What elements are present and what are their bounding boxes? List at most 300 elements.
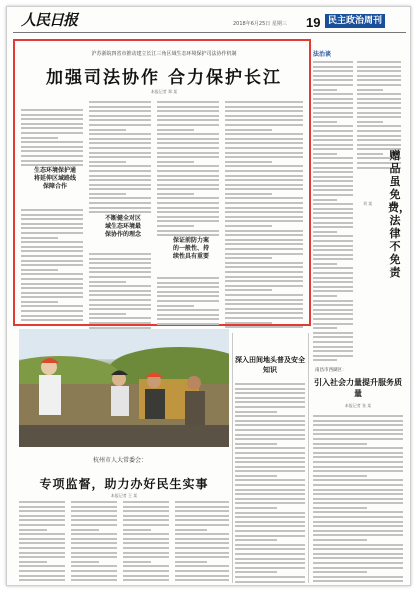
- text-line: [71, 524, 117, 526]
- side-column[interactable]: [313, 41, 410, 361]
- text-line: [19, 515, 65, 517]
- text-line: [313, 313, 353, 315]
- text-line: [313, 498, 403, 500]
- text-line: [19, 570, 65, 572]
- text-line: [157, 124, 219, 126]
- text-line: [89, 101, 151, 103]
- text-line: [123, 547, 169, 549]
- text-line: [357, 116, 401, 118]
- date-line: 2018年6月25日 星期三: [233, 21, 287, 27]
- text-line: [313, 332, 353, 334]
- text-line: [157, 305, 194, 307]
- text-line: [21, 305, 83, 307]
- text-line: [357, 66, 401, 68]
- text-line: [235, 411, 277, 413]
- text-line: [157, 230, 219, 232]
- text-line: [313, 562, 403, 564]
- text-line: [19, 552, 65, 554]
- text-line: [89, 106, 151, 108]
- text-line: [21, 137, 58, 139]
- text-line: [71, 561, 99, 563]
- text-line: [157, 179, 219, 181]
- text-line: [313, 548, 403, 550]
- text-line: [175, 547, 229, 549]
- text-line: [71, 556, 117, 558]
- text-line: [225, 220, 303, 222]
- text-line: [175, 561, 207, 563]
- text-line: [313, 580, 403, 582]
- text-line: [123, 533, 169, 535]
- text-line: [357, 79, 401, 81]
- text-line: [235, 461, 305, 463]
- text-line: [225, 289, 272, 291]
- text-line: [313, 281, 353, 283]
- text-line: [157, 138, 219, 140]
- text-line: [313, 272, 353, 274]
- text-line: [235, 406, 305, 408]
- text-line: [19, 501, 65, 503]
- text-line: [225, 175, 303, 177]
- text-line: [313, 424, 403, 426]
- text-line: [157, 193, 194, 195]
- text-line: [175, 542, 229, 544]
- text-line: [235, 502, 305, 504]
- text-line: [225, 129, 272, 131]
- text-line: [21, 278, 83, 280]
- text-line: [123, 515, 169, 517]
- text-line: [21, 109, 83, 111]
- text-line: [157, 188, 219, 190]
- text-line: [225, 202, 303, 204]
- text-line: [21, 132, 83, 134]
- text-line: [313, 135, 353, 137]
- text-line: [225, 317, 303, 319]
- lead-title: 加强司法协作 合力保护长江: [46, 68, 282, 88]
- text-line: [89, 207, 151, 209]
- text-line: [19, 565, 65, 567]
- text-line: [225, 253, 303, 255]
- text-line: [313, 167, 353, 169]
- text-line: [123, 501, 169, 503]
- text-line: [313, 277, 353, 279]
- text-line: [313, 139, 353, 141]
- text-line: [235, 581, 305, 583]
- text-line: [235, 562, 305, 564]
- text-line: [21, 141, 83, 143]
- column-divider: [232, 333, 233, 583]
- text-line: [313, 475, 367, 477]
- text-line: [357, 135, 401, 137]
- text-line: [21, 255, 83, 257]
- text-line: [225, 188, 303, 190]
- text-line: [313, 525, 403, 527]
- text-line: [313, 258, 353, 260]
- text-line: [235, 424, 305, 426]
- text-line: [89, 193, 126, 195]
- text-line: [235, 489, 305, 491]
- section-tag: 民主政治周刊: [325, 14, 385, 28]
- side-author: 刘 某: [363, 201, 373, 206]
- text-line: [175, 506, 229, 508]
- text-line: [313, 493, 403, 495]
- text-line: [313, 157, 353, 159]
- text-line: [235, 397, 305, 399]
- text-line: [225, 161, 272, 163]
- text-line: [313, 438, 403, 440]
- text-line: [313, 148, 353, 150]
- text-line: [235, 383, 305, 385]
- text-line: [19, 506, 65, 508]
- text-line: [21, 237, 58, 239]
- text-line: [225, 207, 303, 209]
- text-line: [89, 285, 151, 287]
- text-line: [89, 119, 151, 121]
- text-line: [357, 144, 401, 146]
- text-line: [225, 294, 303, 296]
- text-line: [235, 498, 305, 500]
- lead-kicker: 沪苏浙皖四省市推动建立长江三角区域生态环境保护司法协作机制: [91, 51, 237, 57]
- photo-illustration: [19, 329, 229, 447]
- text-line: [313, 75, 353, 77]
- text-line: [357, 102, 401, 104]
- text-line: [225, 243, 303, 245]
- masthead: [7, 7, 411, 33]
- text-line: [235, 576, 305, 578]
- text-line: [235, 438, 305, 440]
- text-line: [157, 211, 219, 213]
- text-line: [235, 512, 305, 514]
- text-line: [21, 232, 83, 234]
- text-line: [313, 507, 367, 509]
- text-line: [225, 230, 303, 232]
- text-line: [357, 89, 383, 91]
- text-line: [71, 510, 117, 512]
- text-line: [225, 170, 303, 172]
- text-line: [19, 529, 47, 531]
- text-line: [71, 565, 117, 567]
- text-line: [313, 447, 403, 449]
- text-line: [313, 415, 403, 417]
- text-line: [21, 127, 83, 129]
- text-line: [357, 153, 383, 155]
- text-column: [225, 101, 303, 331]
- text-line: [157, 101, 219, 103]
- text-line: [71, 515, 117, 517]
- text-line: [313, 249, 353, 251]
- text-line: [235, 401, 305, 403]
- lead-subhead-3: 保证前防力案的一般性、持续性具有重要: [172, 237, 209, 260]
- text-line: [89, 129, 126, 131]
- text-line: [157, 220, 219, 222]
- text-line: [175, 575, 229, 577]
- text-line: [313, 254, 353, 256]
- text-line: [313, 553, 403, 555]
- text-line: [157, 115, 219, 117]
- text-line: [313, 107, 353, 109]
- text-line: [175, 556, 229, 558]
- text-line: [313, 66, 353, 68]
- text-line: [89, 188, 151, 190]
- text-column: [89, 253, 151, 331]
- text-line: [89, 124, 151, 126]
- text-line: [157, 323, 219, 325]
- text-line: [313, 162, 353, 164]
- text-line: [19, 524, 65, 526]
- text-line: [235, 521, 305, 523]
- text-line: [357, 75, 401, 77]
- text-line: [225, 133, 303, 135]
- text-line: [89, 281, 126, 283]
- text-line: [313, 116, 353, 118]
- text-line: [19, 579, 65, 581]
- text-line: [313, 420, 403, 422]
- text-line: [235, 553, 305, 555]
- text-line: [235, 535, 305, 537]
- text-column: [157, 101, 219, 239]
- lead-article-highlight[interactable]: [13, 39, 311, 326]
- text-line: [357, 107, 401, 109]
- text-line: [235, 567, 305, 569]
- text-line: [235, 420, 305, 422]
- text-line: [313, 125, 353, 127]
- text-line: [225, 285, 303, 287]
- text-line: [21, 250, 83, 252]
- text-line: [157, 282, 219, 284]
- text-line: [19, 538, 65, 540]
- text-line: [157, 197, 219, 199]
- text-line: [21, 301, 58, 303]
- text-line: [313, 489, 403, 491]
- text-line: [175, 579, 229, 581]
- text-line: [123, 542, 169, 544]
- masthead-rule: [13, 32, 406, 33]
- side-label: 法治谈: [313, 51, 332, 58]
- text-column: [313, 61, 353, 171]
- text-line: [157, 175, 219, 177]
- text-line: [225, 266, 303, 268]
- text-line: [157, 110, 219, 112]
- text-line: [235, 434, 305, 436]
- text-line: [157, 184, 219, 186]
- newspaper-logo: 人民日报: [21, 11, 78, 29]
- text-line: [71, 529, 99, 531]
- text-line: [175, 533, 229, 535]
- text-line: [235, 530, 305, 532]
- lead-subhead-1: 生态环境保护通将延伸区域路线保障合作: [33, 167, 76, 190]
- text-line: [313, 295, 337, 297]
- text-line: [21, 296, 83, 298]
- text-line: [313, 461, 403, 463]
- text-line: [313, 208, 353, 210]
- text-line: [19, 533, 65, 535]
- text-line: [19, 556, 65, 558]
- text-line: [313, 429, 403, 431]
- text-line: [313, 212, 353, 214]
- text-line: [21, 160, 83, 162]
- text-line: [89, 202, 151, 204]
- text-line: [89, 267, 151, 269]
- text-line: [21, 310, 83, 312]
- text-line: [157, 161, 194, 163]
- text-line: [89, 211, 151, 213]
- text-line: [313, 89, 337, 91]
- text-line: [123, 506, 169, 508]
- text-line: [313, 470, 403, 472]
- text-line: [71, 519, 117, 521]
- text-column: [123, 501, 169, 584]
- text-line: [357, 84, 401, 86]
- text-line: [21, 209, 83, 211]
- text-line: [313, 304, 353, 306]
- text-line: [123, 561, 151, 563]
- text-line: [21, 283, 83, 285]
- text-line: [175, 519, 229, 521]
- text-line: [19, 542, 65, 544]
- text-line: [313, 516, 403, 518]
- text-line: [89, 147, 151, 149]
- text-line: [89, 165, 151, 167]
- text-line: [313, 267, 353, 269]
- text-line: [225, 165, 303, 167]
- text-line: [313, 79, 353, 81]
- text-line: [21, 319, 83, 321]
- text-line: [89, 133, 151, 135]
- text-line: [175, 515, 229, 517]
- text-line: [313, 567, 403, 569]
- text-line: [313, 539, 367, 541]
- text-line: [313, 534, 403, 536]
- text-line: [313, 185, 353, 187]
- text-line: [89, 322, 151, 324]
- text-line: [157, 291, 219, 293]
- text-line: [123, 575, 169, 577]
- text-line: [313, 557, 403, 559]
- text-line: [313, 350, 353, 352]
- text-line: [89, 304, 151, 306]
- text-line: [157, 165, 219, 167]
- text-line: [225, 193, 272, 195]
- text-line: [21, 315, 83, 317]
- text-line: [89, 299, 151, 301]
- text-line: [235, 475, 277, 477]
- text-line: [225, 124, 303, 126]
- text-line: [235, 585, 305, 586]
- text-column: [235, 383, 305, 586]
- text-line: [313, 346, 353, 348]
- text-line: [157, 286, 219, 288]
- text-line: [313, 222, 353, 224]
- text-line: [313, 240, 353, 242]
- text-line: [71, 575, 117, 577]
- text-line: [313, 180, 353, 182]
- text-line: [235, 392, 305, 394]
- text-line: [89, 197, 151, 199]
- text-line: [21, 114, 83, 116]
- text-line: [89, 271, 151, 273]
- text-line: [225, 119, 303, 121]
- text-line: [313, 84, 353, 86]
- text-line: [89, 313, 126, 315]
- text-line: [89, 115, 151, 117]
- middle-headline[interactable]: 深入田间地头普及安全知识: [235, 355, 305, 374]
- text-line: [357, 130, 401, 132]
- text-line: [313, 359, 337, 361]
- bottom-headline[interactable]: 专项监督，助力办好民生实事: [39, 477, 209, 491]
- text-line: [313, 235, 353, 237]
- text-line: [313, 585, 403, 586]
- text-line: [89, 161, 126, 163]
- text-line: [21, 273, 83, 275]
- text-line: [313, 433, 403, 435]
- text-line: [313, 217, 353, 219]
- text-line: [157, 202, 219, 204]
- text-column: [157, 277, 219, 328]
- text-line: [225, 257, 272, 259]
- text-line: [313, 263, 337, 265]
- text-line: [225, 147, 303, 149]
- text-line: [225, 299, 303, 301]
- text-line: [71, 501, 117, 503]
- news-photo: [19, 329, 229, 447]
- text-line: [235, 479, 305, 481]
- text-line: [235, 388, 305, 390]
- text-line: [175, 501, 229, 503]
- text-line: [157, 129, 194, 131]
- page-number: 19: [306, 15, 321, 30]
- text-line: [357, 125, 401, 127]
- text-line: [235, 443, 277, 445]
- text-line: [313, 355, 353, 357]
- text-line: [19, 547, 65, 549]
- text-line: [313, 336, 353, 338]
- text-line: [235, 558, 305, 560]
- text-line: [123, 565, 169, 567]
- text-line: [21, 214, 83, 216]
- text-line: [89, 276, 151, 278]
- text-line: [225, 239, 303, 241]
- text-line: [89, 156, 151, 158]
- text-line: [313, 171, 353, 173]
- text-line: [235, 447, 305, 449]
- column-divider: [308, 333, 309, 583]
- text-line: [157, 314, 219, 316]
- text-line: [313, 327, 337, 329]
- text-line: [313, 231, 337, 233]
- text-line: [313, 189, 353, 191]
- text-line: [157, 225, 194, 227]
- text-line: [225, 322, 272, 324]
- right-headline[interactable]: 引入社会力量提升服务质量: [314, 377, 402, 398]
- text-line: [21, 269, 58, 271]
- text-line: [71, 533, 117, 535]
- text-line: [313, 203, 353, 205]
- text-line: [313, 98, 353, 100]
- text-line: [235, 516, 305, 518]
- text-line: [313, 290, 353, 292]
- text-line: [71, 570, 117, 572]
- text-line: [157, 234, 219, 236]
- text-line: [21, 118, 83, 120]
- text-line: [157, 152, 219, 154]
- text-line: [89, 258, 151, 260]
- text-line: [157, 142, 219, 144]
- text-line: [225, 152, 303, 154]
- text-line: [235, 484, 305, 486]
- text-line: [225, 280, 303, 282]
- text-line: [313, 130, 353, 132]
- newspaper-page: [6, 6, 411, 586]
- text-column: [175, 501, 229, 584]
